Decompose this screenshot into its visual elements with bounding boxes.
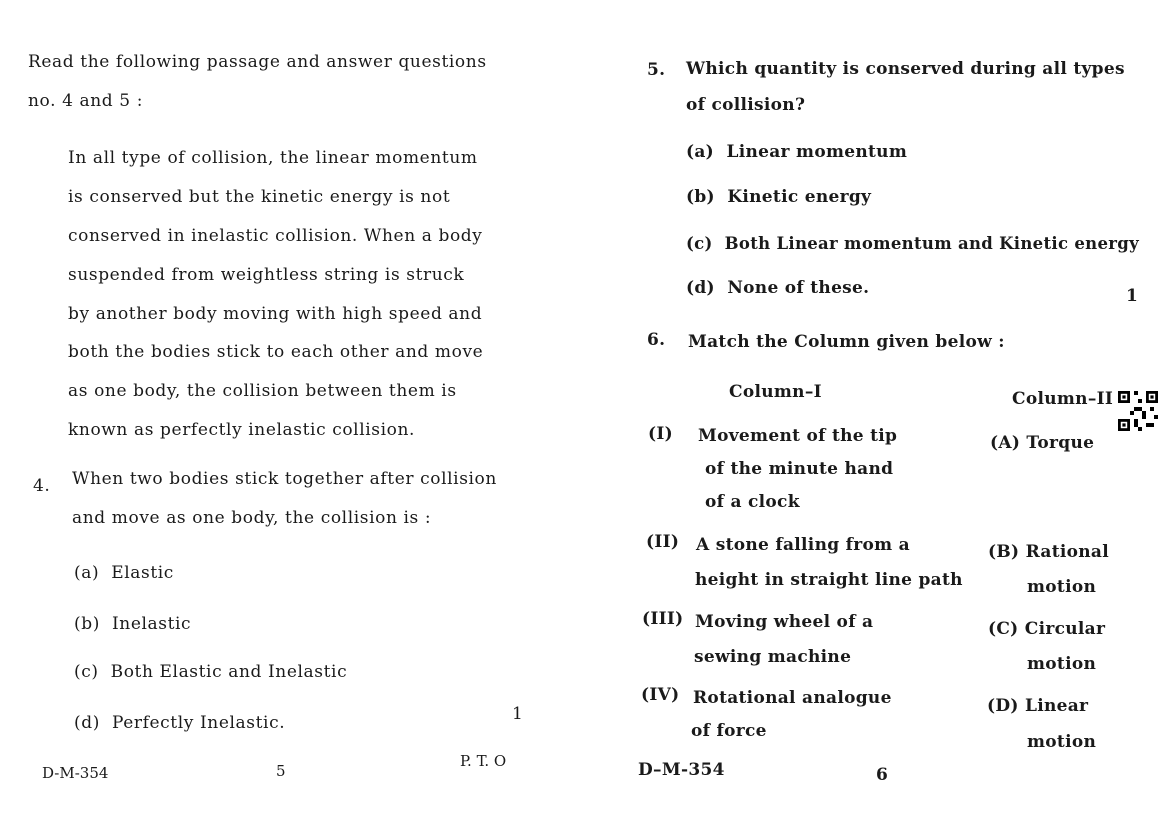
option-label: (a)	[74, 563, 100, 583]
option-text: Both Elastic and Inelastic	[110, 662, 348, 682]
passage-line: suspended from weightless string is struck	[68, 265, 465, 285]
intro-line-1: Read the following passage and answer questions	[28, 52, 487, 72]
question-text: Match the Column given below :	[688, 332, 1005, 352]
option-c	[686, 234, 1139, 253]
match-text: motion	[1027, 577, 1097, 597]
option-text: Both Linear momentum and Kinetic energy	[724, 234, 1139, 253]
option-label: (d)	[686, 278, 715, 298]
passage-line: known as perfectly inelastic collision.	[68, 420, 416, 440]
question-text: of collision?	[686, 95, 806, 115]
option-label: (c)	[686, 234, 713, 253]
match-item	[988, 542, 1109, 562]
row-text: of the minute hand	[705, 459, 894, 479]
option-d	[74, 713, 285, 733]
column-2-header: Column–II	[1012, 389, 1114, 409]
option-a	[686, 142, 907, 162]
option-label: (b)	[686, 187, 715, 207]
match-text: Torque	[1026, 433, 1095, 453]
row-text: Moving wheel of a	[695, 612, 874, 632]
option-b	[686, 187, 871, 207]
row-text: Movement of the tip	[698, 426, 898, 446]
row-text: of a clock	[705, 492, 800, 512]
match-text: Rational	[1025, 542, 1109, 562]
qr-code-icon	[1118, 390, 1158, 432]
row-text: height in straight line path	[695, 570, 963, 590]
option-c	[74, 662, 347, 682]
option-a	[74, 563, 174, 583]
question-number: 5.	[647, 60, 666, 80]
question-text: and move as one body, the collision is :	[72, 508, 432, 528]
option-label: (b)	[74, 614, 100, 634]
row-text: sewing machine	[694, 647, 852, 667]
marks: 1	[512, 704, 524, 724]
page-number: 6	[876, 765, 889, 785]
match-item	[987, 696, 1088, 716]
row-text: of force	[691, 721, 767, 741]
match-text: motion	[1027, 732, 1097, 752]
match-label: (D)	[987, 696, 1019, 716]
option-d	[686, 278, 869, 298]
question-number: 6.	[647, 330, 666, 350]
passage-line: is conserved but the kinetic energy is not	[68, 187, 451, 207]
option-label: (d)	[74, 713, 100, 733]
match-label: (B)	[988, 542, 1020, 562]
option-text: Perfectly Inelastic.	[111, 713, 286, 733]
option-text: Elastic	[111, 563, 174, 583]
question-number: 4.	[33, 476, 51, 496]
passage-line: conserved in inelastic collision. When a body	[68, 226, 483, 246]
passage-line: In all type of collision, the linear momentum	[68, 148, 478, 168]
match-item	[988, 619, 1105, 639]
match-text: Linear	[1024, 696, 1089, 716]
footer-code: D-M-354	[42, 764, 109, 782]
passage-line: both the bodies stick to each other and move	[68, 342, 484, 362]
match-label: (A)	[990, 433, 1021, 453]
row-text: Rotational analogue	[693, 688, 892, 708]
marks: 1	[1126, 286, 1139, 306]
option-text: None of these.	[727, 278, 870, 298]
passage-line: as one body, the collision between them is	[68, 381, 457, 401]
page-number: 5	[276, 762, 286, 780]
option-label: (c)	[74, 662, 99, 682]
option-b	[74, 614, 191, 634]
match-text: motion	[1027, 654, 1097, 674]
question-text: When two bodies stick together after collision	[72, 469, 497, 489]
question-text: Which quantity is conserved during all types	[686, 59, 1125, 79]
passage-line: by another body moving with high speed and	[68, 304, 483, 324]
intro-line-2: no. 4 and 5 :	[28, 91, 144, 111]
option-text: Inelastic	[111, 614, 192, 634]
row-number: (II)	[646, 532, 680, 552]
column-1-header: Column–I	[729, 382, 822, 402]
match-item	[990, 433, 1094, 453]
match-label: (C)	[988, 619, 1019, 639]
option-text: Linear momentum	[726, 142, 908, 162]
pto-label: P. T. O	[460, 752, 507, 770]
option-text: Kinetic energy	[727, 187, 872, 207]
row-number: (IV)	[641, 685, 680, 705]
option-label: (a)	[686, 142, 715, 162]
row-number: (III)	[642, 609, 684, 629]
row-number: (I)	[648, 424, 673, 444]
footer-code: D–M-354	[638, 760, 725, 780]
match-text: Circular	[1024, 619, 1106, 639]
row-text: A stone falling from a	[696, 535, 910, 555]
